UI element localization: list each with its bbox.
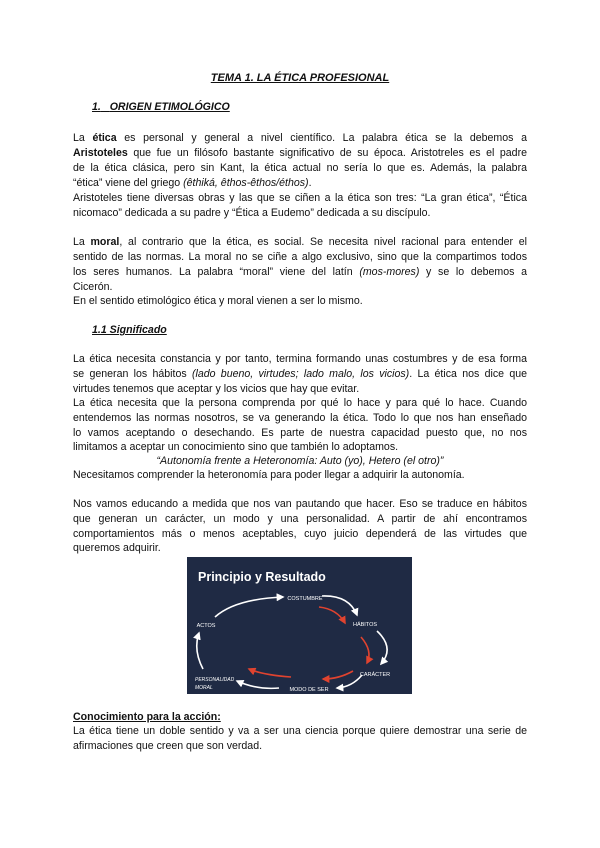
term-moral: moral xyxy=(90,236,120,248)
p4-line-3: virtudes tenemos que aceptar y los vicios que hay que evitar. xyxy=(73,383,360,395)
text-run: La xyxy=(73,236,91,248)
p2-line-2: nicomaco” dedicada a su padre y “Ética a Eudemo” dedicada a su discípulo. xyxy=(73,207,431,219)
inner-arrow-3 xyxy=(323,671,353,679)
section-1-number: 1. xyxy=(92,101,101,113)
text-run: se generan los hábitos xyxy=(73,368,192,380)
arrow-personalidad-actos xyxy=(197,633,203,669)
term-aristoteles: Aristoteles xyxy=(73,147,128,159)
autonomy-quote: “Autonomía frente a Heteronomía: Auto (yo), Hetero (el otro)” xyxy=(156,455,444,467)
p5-line-3: lo vamos aceptando o desechando. Es parte de nuestra capacidad puesto que, no nos xyxy=(73,427,527,439)
text-run: los seres humanos. La palabra “moral” viene del latín xyxy=(73,266,360,278)
inner-arrow-4 xyxy=(249,669,291,677)
latin-etymology: (mos-mores) xyxy=(359,266,420,278)
p7-line-4: queremos adquirir. xyxy=(73,542,161,554)
node-moral: MORAL xyxy=(195,685,213,691)
cycle-diagram-svg xyxy=(187,557,412,694)
habits-note: (lado bueno, virtudes; lado malo, los vicios) xyxy=(191,368,410,380)
term-etica: ética xyxy=(92,132,117,144)
p3-line-3 xyxy=(73,265,527,280)
p3-line-2: sentido de las normas. La moral no se ciñe a algo exclusivo, sino que la compartimos todos xyxy=(73,251,527,263)
p8-line-1: La ética tiene un doble sentido y va a ser una ciencia porque quiere demostrar una serie de xyxy=(73,725,527,737)
diagram-title: Principio y Resultado xyxy=(198,570,326,584)
text-run: , al contrario que la ética, es social. Se necesita nivel racional para entender el xyxy=(119,236,527,248)
text-run: que fue un filósofo bastante significativo de su época. Aristotreles es el padre xyxy=(127,147,527,159)
p3-line-4: Cicerón. xyxy=(73,281,113,293)
inner-arrow-2 xyxy=(361,637,369,663)
p3-line-1 xyxy=(73,235,527,250)
text-run: La xyxy=(73,132,93,144)
arrow-costumbre-habitos xyxy=(322,596,357,615)
p6-line: Necesitamos comprender la heteronomía para poder llegar a adquirir la autonomía. xyxy=(73,469,465,481)
p4-line-1: La ética necesita constancia y por tanto, termina formando unas costumbres y de esa forma xyxy=(73,353,527,365)
section-1-1-heading: 1.1 Significado xyxy=(92,324,167,336)
section-1-heading xyxy=(92,100,230,115)
cycle-diagram xyxy=(187,557,412,694)
p1-line-2 xyxy=(73,146,527,161)
p4-line-2 xyxy=(73,367,527,382)
p8-line-2: afirmaciones que creen que son verdad. xyxy=(73,740,263,752)
text-run: . xyxy=(308,177,312,189)
node-habitos: HÁBITOS xyxy=(352,622,378,628)
p5-line-2: entendemos las normas nosotros, se va generando la ética. Todo lo que nos han enseñado xyxy=(73,412,527,424)
arrow-actos-costumbre xyxy=(215,597,283,617)
p2-line-1: Aristoteles tiene diversas obras y las que se ciñen a la ética son tres: “La gran ética”, “Ética xyxy=(73,192,527,204)
section-2-heading: Conocimiento para la acción: xyxy=(73,711,221,723)
p1-line-3: de la ética clásica, pero sin Kant, la ética actual no sería lo que es. Además, la palabra xyxy=(73,162,527,174)
node-actos: ACTOS xyxy=(196,623,216,629)
node-caracter: CARÁCTER xyxy=(359,672,391,678)
greek-etymology: (êthiká, êthos-êthos/éthos) xyxy=(183,177,309,189)
text-run: “ética” viene del griego xyxy=(73,177,184,189)
p5-line-1: La ética necesita que la persona comprenda por qué lo hace y para qué lo hace. Cuando xyxy=(73,397,527,409)
inner-arrow-1 xyxy=(319,607,345,623)
p7-line-3: comportamientos más o menos aceptables, cuyo juicio dependerá de las virtudes que xyxy=(73,528,527,540)
text-run: . La ética nos dice que xyxy=(409,368,527,380)
node-costumbre: COSTUMBRE xyxy=(287,596,323,602)
arrow-modo-personalidad xyxy=(237,681,279,688)
p7-line-1: Nos vamos educando a medida que nos van pautando que hacer. Eso se traduce en hábitos xyxy=(73,498,527,510)
p1-line-1 xyxy=(73,131,527,146)
arrow-habitos-caracter xyxy=(377,631,387,664)
p5-line-4: limitamos a aceptar un conocimiento sino que también lo adoptamos. xyxy=(73,441,399,453)
node-personalidad: PERSONALIDAD xyxy=(195,677,235,683)
p1-line-4 xyxy=(73,176,312,191)
page-title: TEMA 1. LA ÉTICA PROFESIONAL xyxy=(210,72,390,84)
p7-line-2: que generan un carácter, un modo y una personalidad. A partir de ahí encontramos xyxy=(73,513,527,525)
text-run: y se lo debemos a xyxy=(419,266,528,278)
p3-line-5: En el sentido etimológico ética y moral vienen a ser lo mismo. xyxy=(73,295,363,307)
section-1-title: ORIGEN ETIMOLÓGICO xyxy=(109,101,230,113)
node-modo-de-ser: MODO DE SER xyxy=(289,687,329,693)
text-run: es personal y general a nivel científico. La palabra ética se la debemos a xyxy=(116,132,527,144)
